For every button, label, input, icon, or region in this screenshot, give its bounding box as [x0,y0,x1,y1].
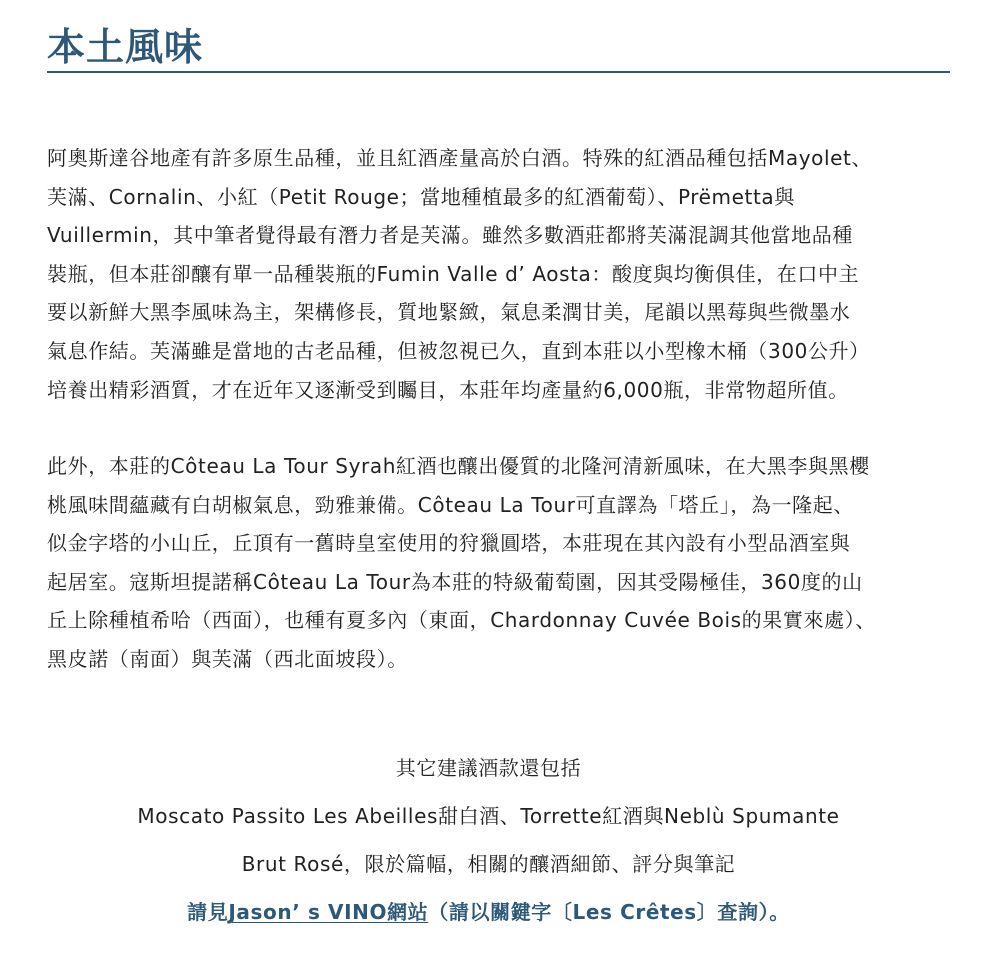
recommendations-block [47,744,930,936]
paragraph-line: 氣息作結。芙滿雖是當地的古老品種，但被忽視已久，直到本莊以小型橡木桶（300公升） [47,338,870,363]
paragraph-line: 培養出精彩酒質，才在近年又逐漸受到矚目，本莊年均產量約6,000瓶，非常物超所值。 [47,377,849,402]
article [47,0,950,924]
paragraph-line: 丘上除種植希哈（西面），也種有夏多內（東面，Chardonnay Cuvée Bois的果實來處）、 [47,608,876,633]
jasons-vino-link[interactable]: Jason’ s VINO網站 [228,900,429,924]
reference-prefix: 請見 [187,900,229,924]
paragraph-line: 桃風味間蘊藏有白胡椒氣息，勁雅兼備。Côteau La Tour可直譯為「塔丘」，為一隆起、 [47,492,854,517]
paragraph-line: 起居室。寇斯坦提諾稱Côteau La Tour為本莊的特級葡萄園，因其受陽極佳，360度的山 [47,569,863,594]
paragraph-coteau-la-tour [47,447,876,679]
paragraph-line: 似金字塔的小山丘，丘頂有一舊時皇室使用的狩獵圓塔，本莊現在其內設有小型品酒室與 [47,531,851,556]
title-divider [47,71,950,73]
paragraph-line: 芙滿、Cornalin、小紅（Petit Rouge；當地種植最多的紅酒葡萄）、Prëmetta與 [47,184,795,209]
recommendations-note: Brut Rosé，限於篇幅，相關的釀酒細節、評分與筆記 [241,852,736,876]
paragraph-line: 黑皮諾（南面）與芙滿（西北面坡段）。 [47,646,408,671]
reference-line [47,888,930,936]
paragraph-line: Vuillermin，其中筆者覺得最有潛力者是芙滿。雖然多數酒莊都將芙滿混調其他當地品種 [47,223,853,248]
recommendations-intro: 其它建議酒款還包括 [395,756,582,780]
paragraph-local-flavors [47,139,872,409]
reference-suffix: （請以關鍵字〔Les Crêtes〕查詢）。 [428,900,790,924]
paragraph-line: 要以新鮮大黑李風味為主，架構修長，質地緊緻，氣息柔潤甘美，尾韻以黑莓與些微墨水 [47,300,851,325]
page-title: 本土風味 [47,25,204,69]
paragraph-line: 阿奧斯達谷地產有許多原生品種，並且紅酒產量高於白酒。特殊的紅酒品種包括Mayolet、 [47,146,873,170]
recommendations-wines: Moscato Passito Les Abeilles甜白酒、Torrette紅酒與Neblù Spumante [137,804,840,828]
paragraph-line: 此外，本莊的Côteau La Tour Syrah紅酒也釀出優質的北隆河清新風味，在大黑李與黑櫻 [47,454,870,478]
paragraph-line: 裝瓶，但本莊卻釀有單一品種裝瓶的Fumin Valle d’ Aosta：酸度與均衡俱佳，在口中主 [47,261,860,286]
